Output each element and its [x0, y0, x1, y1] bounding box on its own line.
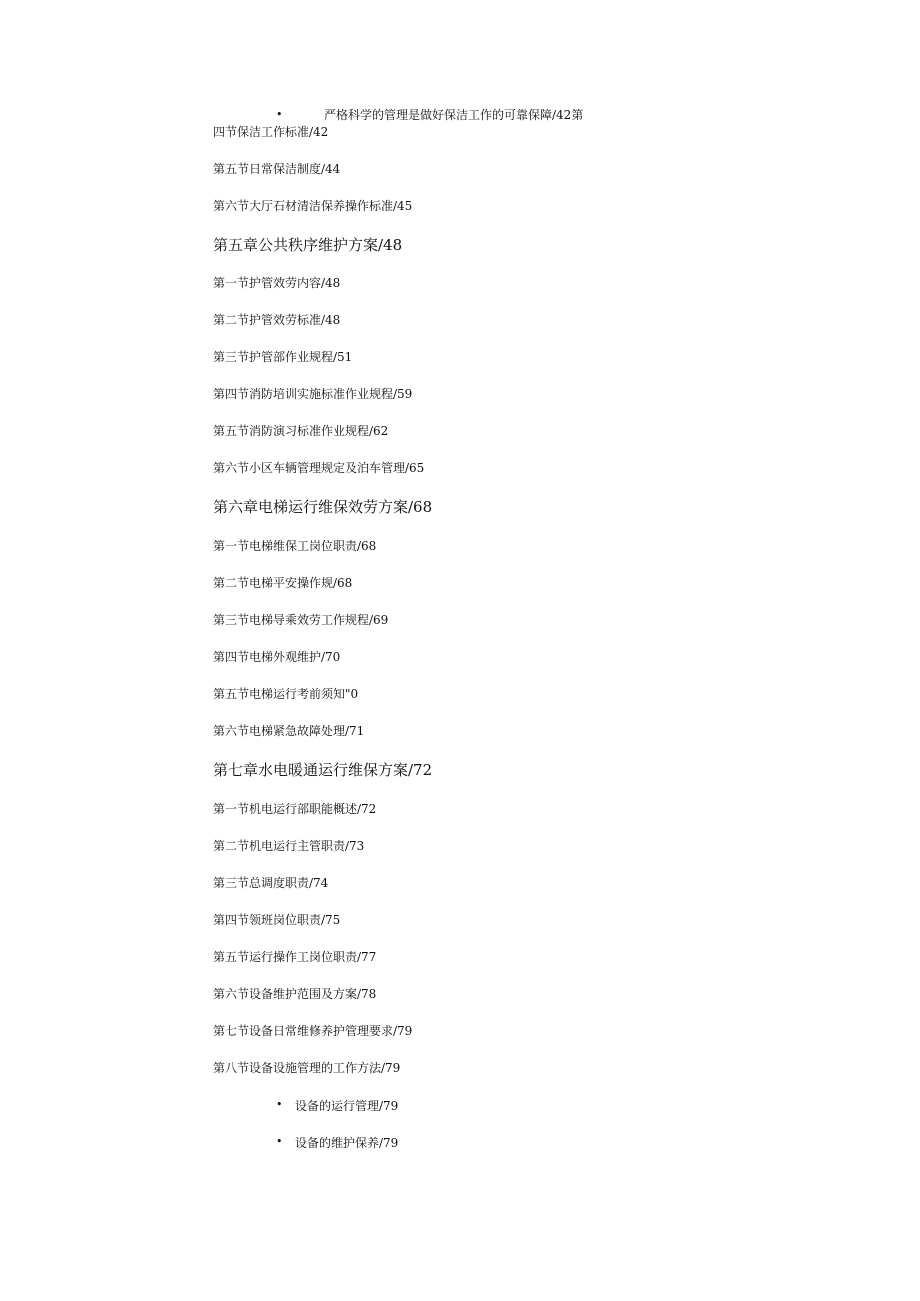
toc-entry: 第六节大厅石材清洁保养操作标准/45 [213, 199, 413, 213]
toc-chapter-heading: 第七章水电暖通运行维保方案/72 [213, 761, 433, 779]
toc-entry: 第四节消防培训实施标准作业规程/59 [213, 387, 413, 401]
toc-entry: 第七节设备日常维修养护管理要求/79 [213, 1024, 413, 1038]
toc-entry: 第三节护管部作业规程/51 [213, 350, 353, 364]
toc-sub-entry: 设备的维护保养/79 [295, 1136, 399, 1150]
toc-entry: 第二节护管效劳标准/48 [213, 313, 341, 327]
toc-entry: 第五节电梯运行考前须知"0 [213, 687, 359, 701]
toc-entry: 第一节护管效劳内容/48 [213, 276, 341, 290]
toc-entry: 第六节小区车辆管理规定及泊车管理/65 [213, 461, 425, 475]
toc-entry: 第二节电梯平安操作规/68 [213, 576, 353, 590]
bullet-marker: • [276, 108, 283, 121]
toc-entry: 第三节总调度职责/74 [213, 876, 329, 890]
toc-entry: 第一节电梯维保工岗位职责/68 [213, 539, 377, 553]
toc-entry: 第三节电梯导乘效劳工作规程/69 [213, 613, 389, 627]
toc-chapter-heading: 第五章公共秩序维护方案/48 [213, 236, 403, 254]
toc-entry: 第五节日常保洁制度/44 [213, 162, 341, 176]
toc-bullet-entry: 严格科学的管理是做好保洁工作的可靠保障/42第 [324, 108, 584, 122]
toc-entry: 第六节电梯紧急故障处理/71 [213, 724, 365, 738]
toc-entry: 第五节消防演习标准作业规程/62 [213, 424, 389, 438]
toc-entry: 第六节设备维护范围及方案/78 [213, 987, 377, 1001]
toc-entry: 第一节机电运行部职能概述/72 [213, 802, 377, 816]
bullet-marker: • [276, 1135, 283, 1148]
toc-entry: 第四节领班岗位职责/75 [213, 913, 341, 927]
toc-entry: 四节保洁工作标准/42 [213, 125, 329, 139]
toc-entry: 第八节设备设施管理的工作方法/79 [213, 1061, 401, 1075]
toc-chapter-heading: 第六章电梯运行维保效劳方案/68 [213, 498, 433, 516]
bullet-marker: • [276, 1098, 283, 1111]
toc-sub-entry: 设备的运行管理/79 [295, 1099, 399, 1113]
toc-entry: 第二节机电运行主管职责/73 [213, 839, 365, 853]
toc-entry: 第四节电梯外观维护/70 [213, 650, 341, 664]
toc-entry: 第五节运行操作工岗位职责/77 [213, 950, 377, 964]
